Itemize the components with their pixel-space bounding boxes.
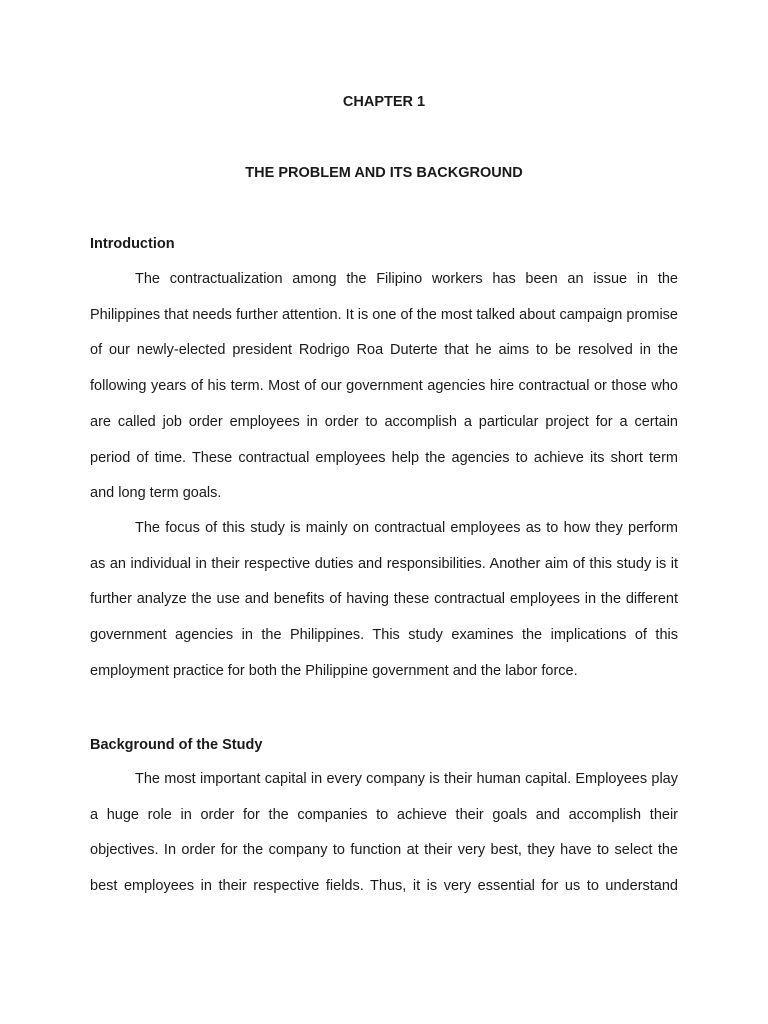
paragraph: The most important capital in every company is their human capital. Employees play a huge role in order for the companies to achieve their goals and accomplish their objectives. In order for the company to function at their very best, they have to select the best employees in their respective fields. Thus, it is very essential for us to understand xyxy=(90,771,678,895)
chapter-title: THE PROBLEM AND ITS BACKGROUND xyxy=(245,165,523,181)
chapter-label: CHAPTER 1 xyxy=(342,94,426,110)
paragraph: The focus of this study is mainly on contractual employees as to how they perform as an individual in their respective duties and responsibilities. Another aim of this study is it further analyze the use and benefits of having these contractual employees in the different government agencies in the Philippines. This study examines the implications of this employment practice for both the Philippine government and the labor force. xyxy=(90,520,678,679)
section-heading-introduction: Introduction xyxy=(90,236,175,252)
paragraph: The contractualization among the Filipino workers has been an issue in the Philippines that needs further attention. It is one of the most talked about campaign promise of our newly-elected president Rodrigo Roa Duterte that he aims to be resolved in the following years of his term. Most of our government agencies hire contractual or those who are called job order employees in order to accomplish a particular project for a certain period of time. These contractual employees help the agencies to achieve its short term and long term goals. xyxy=(90,271,678,502)
document-page xyxy=(90,0,678,1024)
section-heading-background: Background of the Study xyxy=(90,737,263,753)
